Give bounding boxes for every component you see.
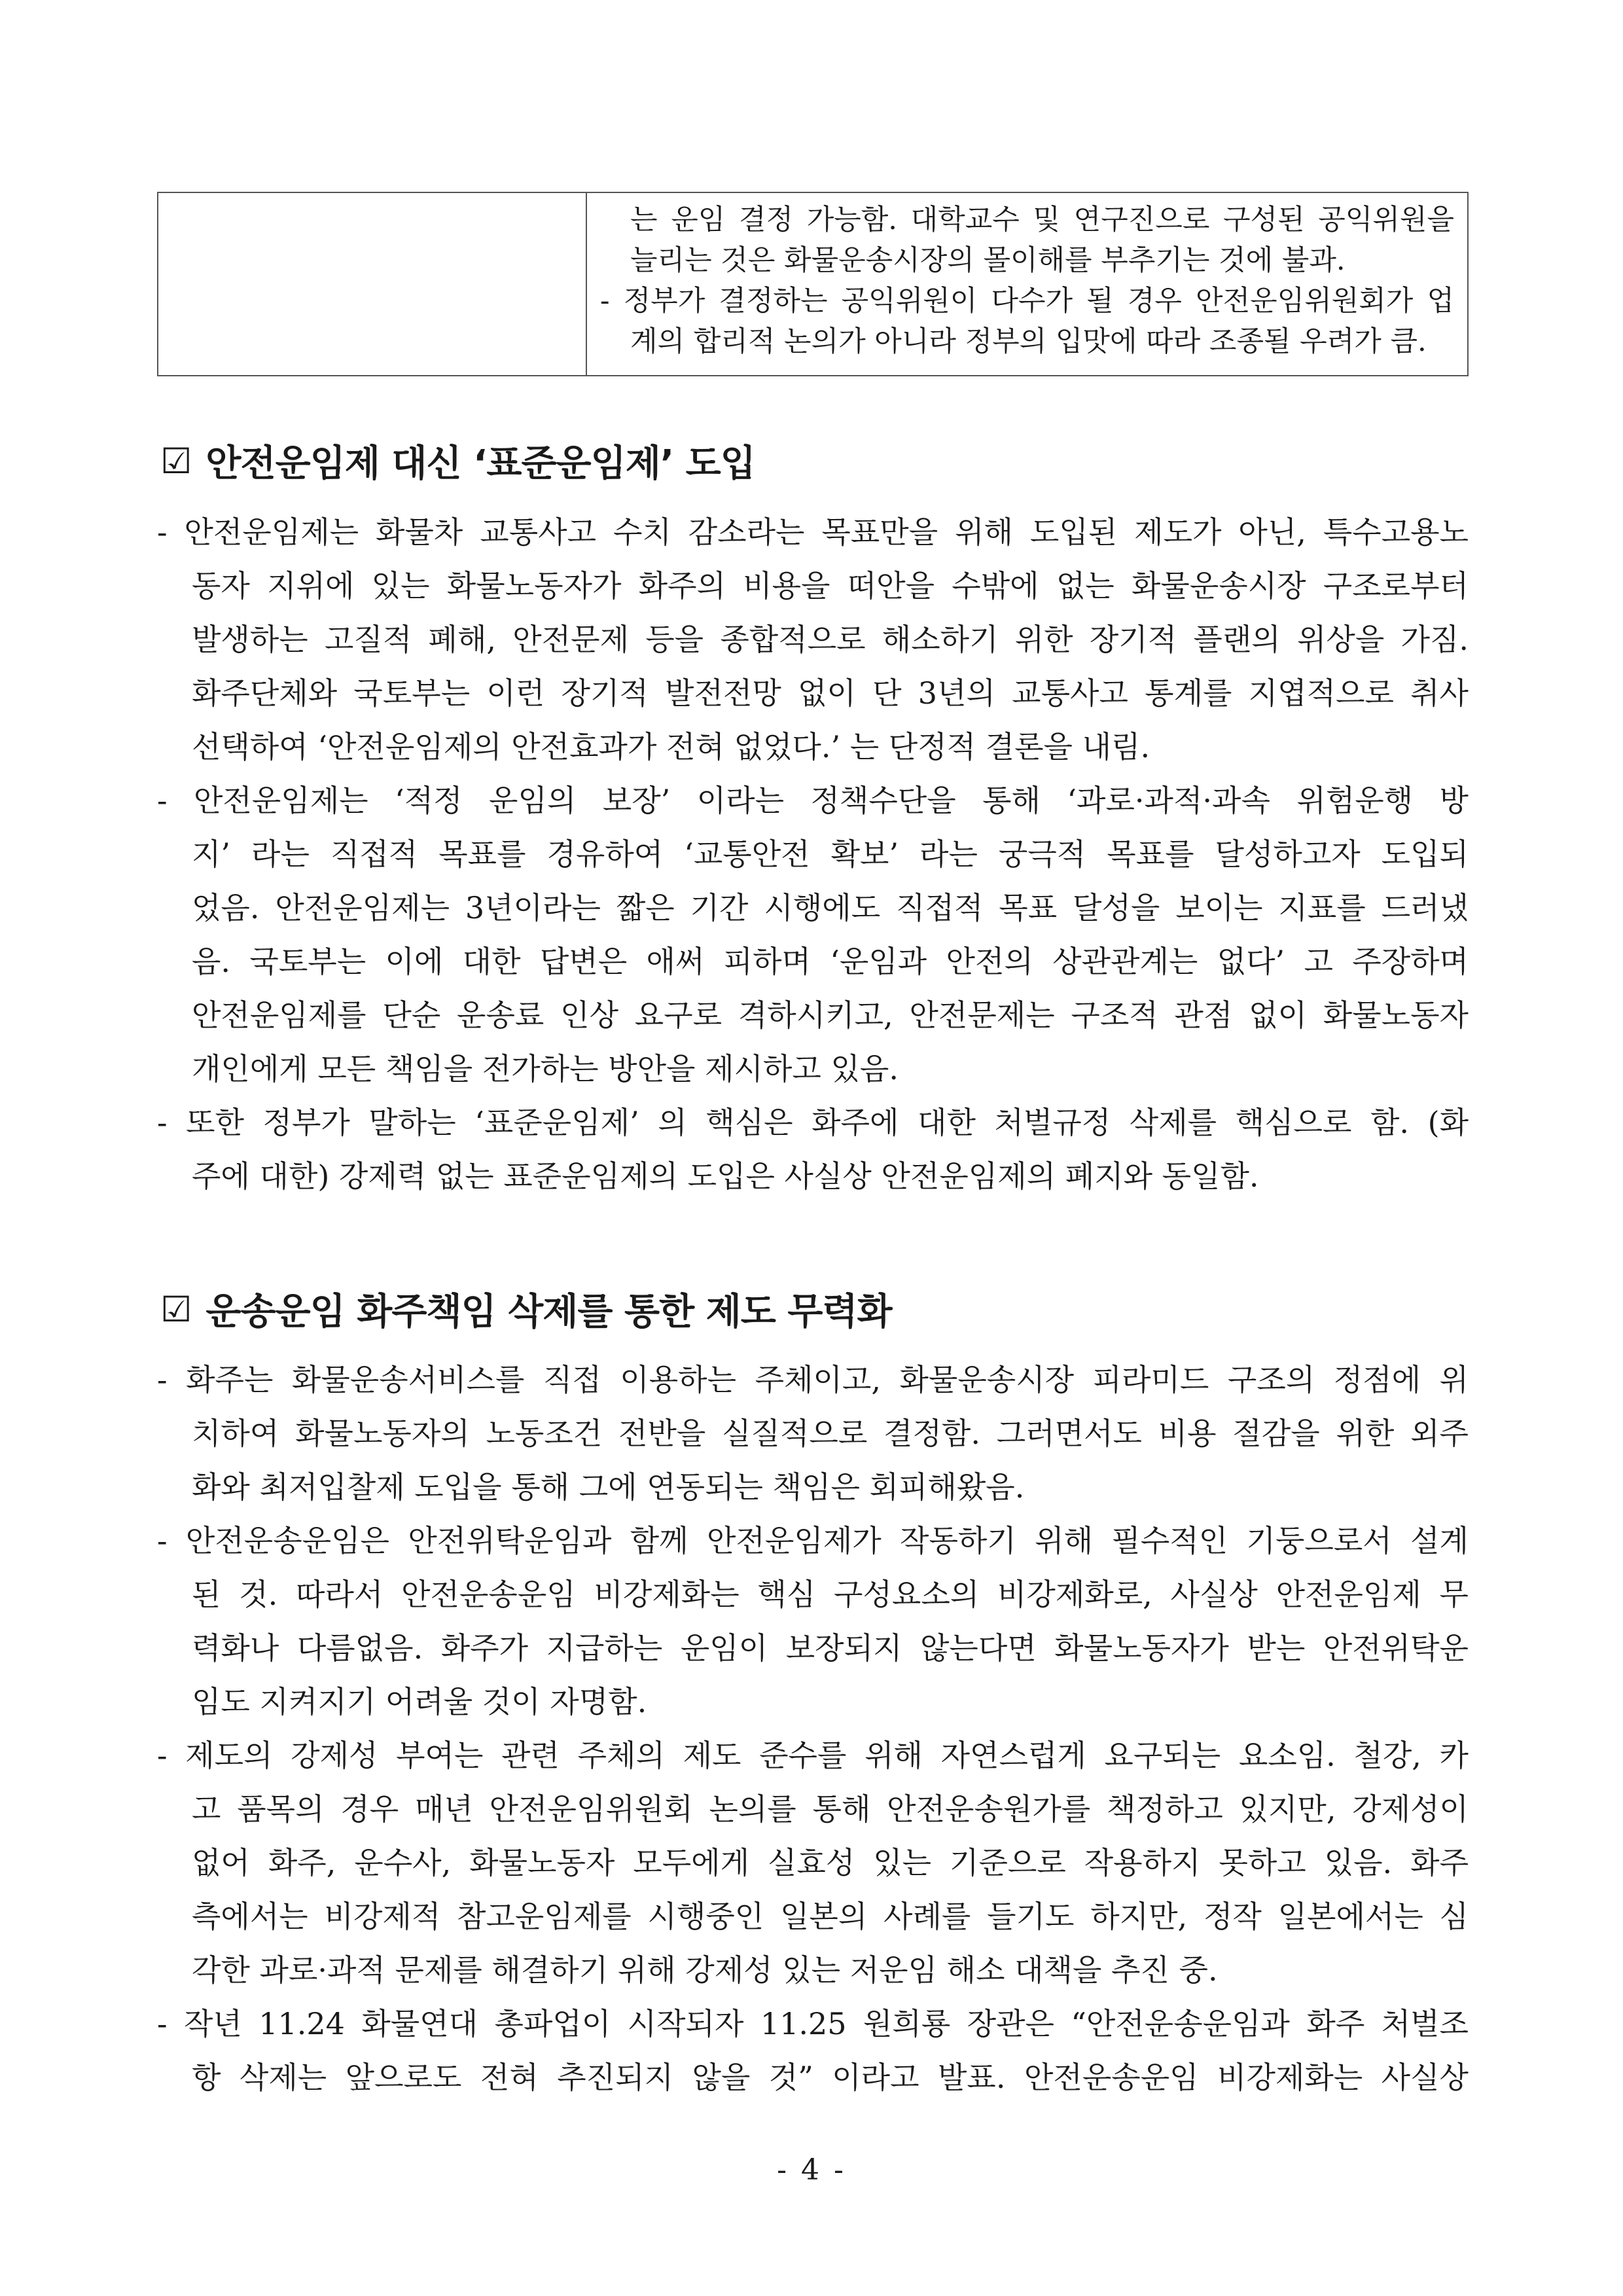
paragraph-line: 항 삭제는 앞으로도 전혀 추진되지 않을 것” 이라고 발표. 안전운송운임 비강제화는 사실상 xyxy=(192,2060,1469,2095)
paragraph-line: 화주단체와 국토부는 이런 장기적 발전전망 없이 단 3년의 교통사고 통계를 지엽적으로 취사 xyxy=(192,675,1469,711)
checkbox-icon: ☑ xyxy=(160,1288,192,1330)
table-line: 늘리는 것은 화물운송시장의 몰이해를 부추기는 것에 불과. xyxy=(630,244,1346,277)
table-right-cell xyxy=(587,193,1467,375)
checkbox-icon: ☑ xyxy=(160,440,192,482)
page-number: - 4 - xyxy=(777,2153,846,2187)
section-heading-2 xyxy=(160,1283,892,1335)
paragraph-line: 치하여 화물노동자의 노동조건 전반을 실질적으로 결정함. 그러면서도 비용 절감을 위한 외주 xyxy=(192,1416,1469,1451)
section-heading-1 xyxy=(160,435,755,487)
paragraph-line: 화와 최저입찰제 도입을 통해 그에 연동되는 책임은 회피해왔음. xyxy=(192,1469,1025,1505)
paragraph-line: 었음. 안전운임제는 3년이라는 짧은 기간 시행에도 직접적 목표 달성을 보이는 지표를 드러냈 xyxy=(192,890,1469,925)
section-title: 운송운임 화주책임 삭제를 통한 제도 무력화 xyxy=(205,1291,892,1333)
paragraph-line: - 안전운임제는 화물차 교통사고 수치 감소라는 목표만을 위해 도입된 제도가 아닌, 특수고용노 xyxy=(157,514,1469,550)
paragraph-line: 안전운임제를 단순 운송료 인상 요구로 격하시키고, 안전문제는 구조적 관점 없이 화물노동자 xyxy=(192,997,1469,1033)
section-1-body xyxy=(157,505,1469,1203)
paragraph-line: - 작년 11.24 화물연대 총파업이 시작되자 11.25 원희룡 장관은 “안전운송운임과 화주 처벌조 xyxy=(157,2006,1469,2041)
table-line: 는 운임 결정 가능함. 대학교수 및 연구진으로 구성된 공익위원을 xyxy=(630,204,1454,236)
table-line: - 정부가 결정하는 공익위원이 다수가 될 경우 안전운임위원회가 업 xyxy=(600,285,1454,317)
paragraph-line: - 화주는 화물운송서비스를 직접 이용하는 주체이고, 화물운송시장 피라미드 구조의 정점에 위 xyxy=(157,1362,1469,1397)
continuation-table xyxy=(157,192,1469,376)
paragraph-line: 동자 지위에 있는 화물노동자가 화주의 비용을 떠안을 수밖에 없는 화물운송시장 구조로부터 xyxy=(192,568,1469,603)
paragraph-line: 고 품목의 경우 매년 안전운임위원회 논의를 통해 안전운송원가를 책정하고 있지만, 강제성이 xyxy=(192,1791,1469,1827)
paragraph-line: - 안전운송운임은 안전위탁운임과 함께 안전운임제가 작동하기 위해 필수적인 기둥으로서 설계 xyxy=(157,1523,1469,1558)
paragraph-line: 력화나 다름없음. 화주가 지급하는 운임이 보장되지 않는다면 화물노동자가 받는 안전위탁운 xyxy=(192,1630,1469,1666)
paragraph-line: 개인에게 모든 책임을 전가하는 방안을 제시하고 있음. xyxy=(192,1051,899,1086)
paragraph-line: - 제도의 강제성 부여는 관련 주체의 제도 준수를 위해 자연스럽게 요구되는 요소임. 철강, 카 xyxy=(157,1738,1469,1773)
paragraph-line: - 안전운임제는 ‘적정 운임의 보장’ 이라는 정책수단을 통해 ‘과로·과적·과속 위험운행 방 xyxy=(157,783,1469,818)
paragraph-line: 선택하여 ‘안전운임제의 안전효과가 전혀 없었다.’ 는 단정적 결론을 내림. xyxy=(192,729,1150,764)
paragraph-line: 각한 과로·과적 문제를 해결하기 위해 강제성 있는 저운임 해소 대책을 추진 중. xyxy=(192,1952,1218,1988)
paragraph-line: 된 것. 따라서 안전운송운임 비강제화는 핵심 구성요소의 비강제화로, 사실상 안전운임제 무 xyxy=(192,1577,1469,1612)
paragraph-line: 없어 화주, 운수사, 화물노동자 모두에게 실효성 있는 기준으로 작용하지 못하고 있음. 화주 xyxy=(192,1845,1469,1880)
paragraph-line: 발생하는 고질적 폐해, 안전문제 등을 종합적으로 해소하기 위한 장기적 플랜의 위상을 가짐. xyxy=(192,622,1469,657)
paragraph-line: - 또한 정부가 말하는 ‘표준운임제’ 의 핵심은 화주에 대한 처벌규정 삭제를 핵심으로 함. (화 xyxy=(157,1105,1469,1140)
paragraph-line: 주에 대한) 강제력 없는 표준운임제의 도입은 사실상 안전운임제의 폐지와 동일함. xyxy=(192,1158,1259,1194)
section-2-body xyxy=(157,1353,1469,2104)
paragraph-line: 임도 지켜지기 어려울 것이 자명함. xyxy=(192,1684,647,1719)
table-left-cell xyxy=(158,193,587,375)
paragraph-line: 지’ 라는 직접적 목표를 경유하여 ‘교통안전 확보’ 라는 궁극적 목표를 달성하고자 도입되 xyxy=(192,836,1469,872)
paragraph-line: 측에서는 비강제적 참고운임제를 시행중인 일본의 사례를 들기도 하지만, 정작 일본에서는 심 xyxy=(192,1899,1469,1934)
paragraph-line: 음. 국토부는 이에 대한 답변은 애써 피하며 ‘운임과 안전의 상관관계는 없다’ 고 주장하며 xyxy=(192,944,1469,979)
section-title: 안전운임제 대신 ‘표준운임제’ 도입 xyxy=(205,442,755,485)
table-line: 계의 합리적 논의가 아니라 정부의 입맛에 따라 조종될 우려가 큼. xyxy=(630,325,1427,358)
